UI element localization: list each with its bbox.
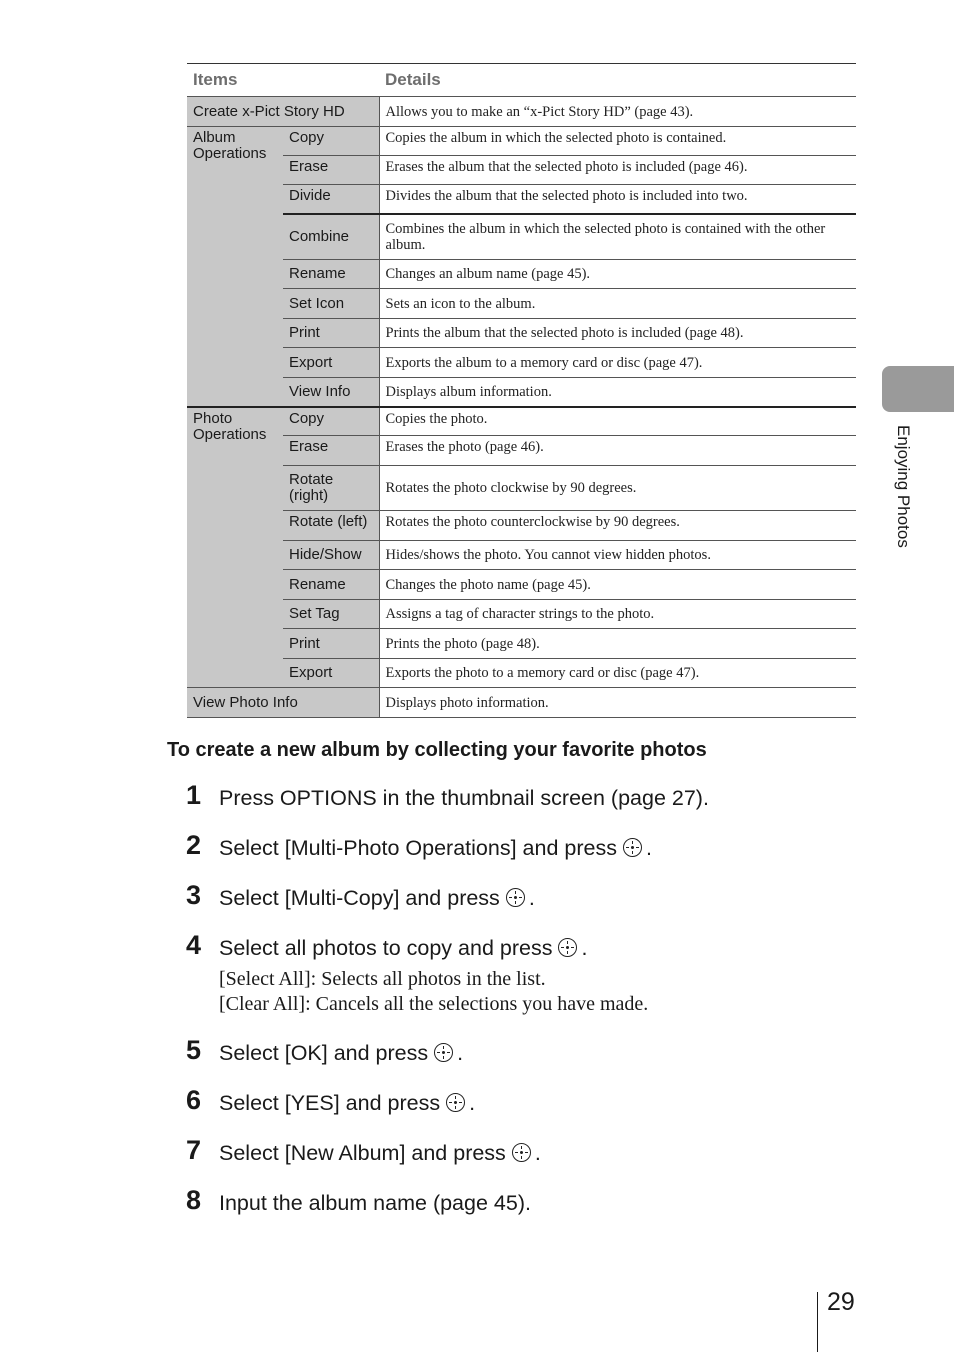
detail: Prints the photo (page 48). xyxy=(379,629,856,659)
detail: Displays album information. xyxy=(379,378,856,407)
step-text xyxy=(219,1191,531,1216)
sub-item: Combine xyxy=(283,214,379,260)
detail: Divides the album that the selected photo is included into two. xyxy=(379,185,856,214)
detail-view-photo-info: Displays photo information. xyxy=(379,688,856,718)
detail: Copies the album in which the selected photo is contained. xyxy=(379,127,856,156)
step-number: 1 xyxy=(186,780,202,810)
step-text-end: . xyxy=(581,936,588,960)
page-number: 29 xyxy=(827,1288,855,1316)
step-text xyxy=(219,1141,541,1166)
detail: Hides/shows the photo. You cannot view hidden photos. xyxy=(379,541,856,570)
step-number: 7 xyxy=(186,1135,202,1165)
sub-item: Rename xyxy=(283,260,379,289)
table-row xyxy=(187,156,856,185)
group-album-operations: Album Operations xyxy=(187,127,283,407)
sub-item: Set Icon xyxy=(283,289,379,319)
table-row xyxy=(187,436,856,466)
table-row xyxy=(187,570,856,600)
step-number: 5 xyxy=(186,1035,202,1065)
chapter-tab-label: Enjoying Photos xyxy=(894,425,913,548)
step-text-main: Select [OK] and press xyxy=(219,1041,429,1065)
sub-item: Copy xyxy=(283,407,379,436)
step-text-end: . xyxy=(469,1091,476,1115)
step-number: 3 xyxy=(186,880,202,910)
step-number: 6 xyxy=(186,1085,202,1115)
step-text-main: Input the album name (page 45). xyxy=(219,1191,531,1215)
detail: Changes an album name (page 45). xyxy=(379,260,856,289)
step-text xyxy=(219,936,587,961)
section-heading: To create a new album by collecting your favorite photos xyxy=(167,739,707,761)
table-row xyxy=(187,378,856,407)
step-text-end: . xyxy=(534,1141,541,1165)
detail: Exports the album to a memory card or disc (page 47). xyxy=(379,348,856,378)
detail: Assigns a tag of character strings to the photo. xyxy=(379,600,856,629)
table-row xyxy=(187,289,856,319)
enter-button-icon xyxy=(623,838,642,857)
sub-item: Print xyxy=(283,629,379,659)
detail: Changes the photo name (page 45). xyxy=(379,570,856,600)
table-row xyxy=(187,127,856,156)
table-row xyxy=(187,541,856,570)
step-text xyxy=(219,786,709,811)
enter-button-icon xyxy=(446,1093,465,1112)
step-text-main: Select [Multi-Copy] and press xyxy=(219,886,500,910)
detail: Prints the album that the selected photo is included (page 48). xyxy=(379,319,856,348)
step-text xyxy=(219,1091,475,1116)
page-number-rule xyxy=(817,1292,818,1352)
detail: Erases the photo (page 46). xyxy=(379,436,856,466)
table-row xyxy=(187,466,856,511)
step-text xyxy=(219,1041,463,1066)
step-text-end: . xyxy=(457,1041,464,1065)
table-row xyxy=(187,348,856,378)
item-create-story: Create x-Pict Story HD xyxy=(187,97,379,127)
step-number: 2 xyxy=(186,830,202,860)
step-text xyxy=(219,836,652,861)
sub-item: View Info xyxy=(283,378,379,407)
item-view-photo-info: View Photo Info xyxy=(187,688,379,718)
step-text-main: Press OPTIONS in the thumbnail screen (page 27). xyxy=(219,786,709,810)
group-photo-operations: Photo Operations xyxy=(187,407,283,688)
step-4-note-select-all: [Select All]: Selects all photos in the list. xyxy=(219,968,546,990)
sub-item: Divide xyxy=(283,185,379,214)
table-row xyxy=(187,319,856,348)
sub-item: Erase xyxy=(283,156,379,185)
table-row xyxy=(187,600,856,629)
detail: Combines the album in which the selected photo is contained with the other album. xyxy=(379,214,856,260)
detail: Copies the photo. xyxy=(379,407,856,436)
step-number: 8 xyxy=(186,1185,202,1215)
step-text-main: Select all photos to copy and press xyxy=(219,936,553,960)
sub-item: Set Tag xyxy=(283,600,379,629)
step-number: 4 xyxy=(186,930,202,960)
table-row xyxy=(187,407,856,436)
sub-item: Export xyxy=(283,348,379,378)
detail-create-story: Allows you to make an “x-Pict Story HD” (page 43). xyxy=(379,97,856,127)
detail: Rotates the photo counterclockwise by 90 degrees. xyxy=(379,511,856,541)
detail: Sets an icon to the album. xyxy=(379,289,856,319)
sub-item: Rotate (left) xyxy=(283,511,379,541)
step-4-note-clear-all: [Clear All]: Cancels all the selections you have made. xyxy=(219,993,649,1015)
table-row xyxy=(187,260,856,289)
table-row xyxy=(187,511,856,541)
table-row xyxy=(187,688,856,718)
sub-item: Copy xyxy=(283,127,379,156)
header-details: Details xyxy=(379,64,856,97)
sub-item: Rotate (right) xyxy=(283,466,379,511)
options-table xyxy=(187,63,856,718)
detail: Rotates the photo clockwise by 90 degrees. xyxy=(379,466,856,511)
table-row xyxy=(187,214,856,260)
detail: Exports the photo to a memory card or disc (page 47). xyxy=(379,659,856,688)
table-row xyxy=(187,659,856,688)
table-row xyxy=(187,629,856,659)
enter-button-icon xyxy=(506,888,525,907)
sub-item: Erase xyxy=(283,436,379,466)
chapter-tab xyxy=(882,366,954,412)
table-header-row xyxy=(187,64,856,97)
enter-button-icon xyxy=(434,1043,453,1062)
sub-item: Rename xyxy=(283,570,379,600)
enter-button-icon xyxy=(512,1143,531,1162)
sub-item: Export xyxy=(283,659,379,688)
step-text-end: . xyxy=(528,886,535,910)
table-row xyxy=(187,97,856,127)
sub-item: Hide/Show xyxy=(283,541,379,570)
step-text-main: Select [New Album] and press xyxy=(219,1141,506,1165)
table-row xyxy=(187,185,856,214)
detail: Erases the album that the selected photo is included (page 46). xyxy=(379,156,856,185)
enter-button-icon xyxy=(558,938,577,957)
step-text-main: Select [YES] and press xyxy=(219,1091,441,1115)
step-text-end: . xyxy=(645,836,652,860)
step-text-main: Select [Multi-Photo Operations] and press xyxy=(219,836,617,860)
header-items: Items xyxy=(187,64,379,97)
sub-item: Print xyxy=(283,319,379,348)
step-text xyxy=(219,886,535,911)
